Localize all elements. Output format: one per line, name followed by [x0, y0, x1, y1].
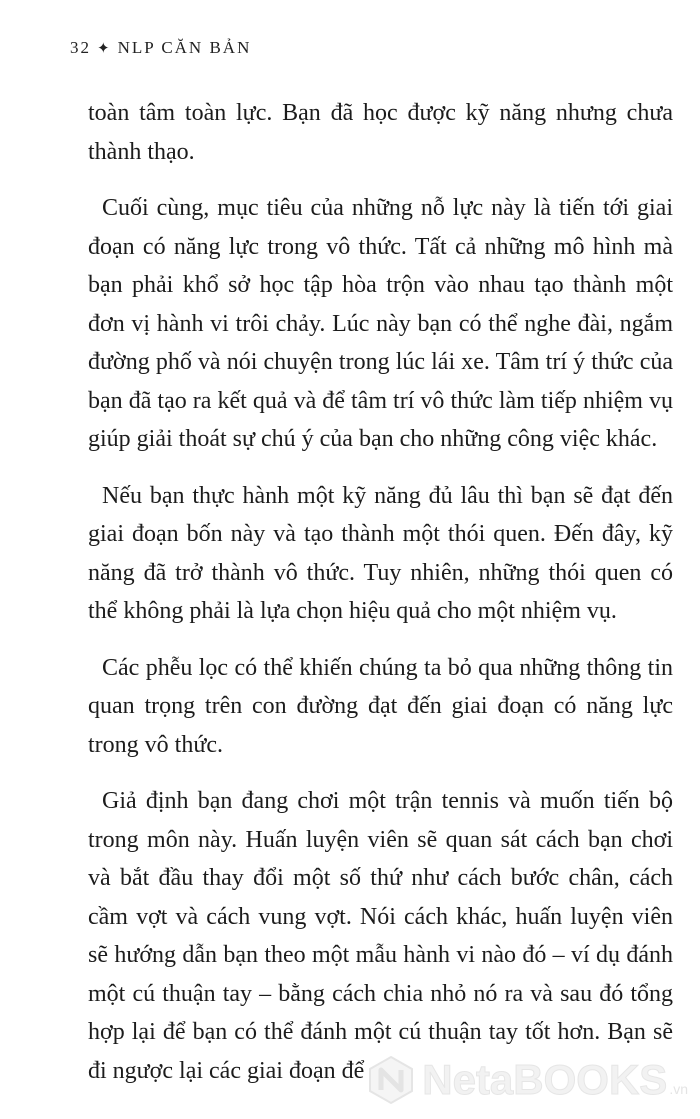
body-text — [88, 94, 673, 1108]
running-header — [70, 38, 251, 58]
watermark-domain-suffix: .vn — [669, 1081, 688, 1097]
watermark — [366, 1055, 688, 1105]
watermark-brand-name: NetaBOOKS — [422, 1056, 668, 1103]
book-title: NLP CĂN BẢN — [117, 38, 252, 57]
star-separator-icon: ✦ — [97, 41, 112, 57]
paragraph-4: Các phễu lọc có thể khiến chúng ta bỏ qua những thông tin quan trọng trên con đường đạt đến giai đoạn có năng lực trong vô thức. — [88, 654, 673, 758]
paragraph-2: Cuối cùng, mục tiêu của những nỗ lực này là tiến tới giai đoạn có năng lực trong vô thức. Tất cả những mô hình mà bạn phải khổ sở học tập hòa trộn vào nhau tạo thành một đơn vị hành vi trôi chảy. Lúc này bạn có thể nghe đài, ngắm đường phố và nói chuyện trong lúc lái xe. Tâm trí ý thức của bạn đã tạo ra kết quả và để tâm trí vô thức làm tiếp nhiệm vụ giúp giải thoát sự chú ý của bạn cho những công việc khác. — [88, 195, 673, 452]
netabooks-n-logo-icon — [366, 1055, 416, 1105]
paragraph-1: toàn tâm toàn lực. Bạn đã học được kỹ năng nhưng chưa thành thạo. — [88, 100, 673, 165]
paragraph-3: Nếu bạn thực hành một kỹ năng đủ lâu thì bạn sẽ đạt đến giai đoạn bốn này và tạo thành một thói quen. Đến đây, kỹ năng đã trở thành vô thức. Tuy nhiên, những thói quen có thể không phải là lựa chọn hiệu quả cho một nhiệm vụ. — [88, 482, 673, 624]
paragraph-5: Giả định bạn đang chơi một trận tennis và muốn tiến bộ trong môn này. Huấn luyện viên sẽ quan sát cách bạn chơi và bắt đầu thay đổi một số thứ như cách bước chân, cách cầm vợt và cách vung vợt. Nói cách khác, huấn luyện viên sẽ hướng dẫn bạn theo một mẫu hành vi nào đó – ví dụ đánh một cú thuận tay – bằng cách chia nhỏ nó ra và sau đó tổng hợp lại để bạn có thể đánh một cú thuận tay tốt hơn. Bạn sẽ đi ngược lại các giai đoạn để — [88, 788, 673, 1084]
watermark-brand — [422, 1056, 688, 1104]
page-number: 32 — [70, 38, 91, 57]
